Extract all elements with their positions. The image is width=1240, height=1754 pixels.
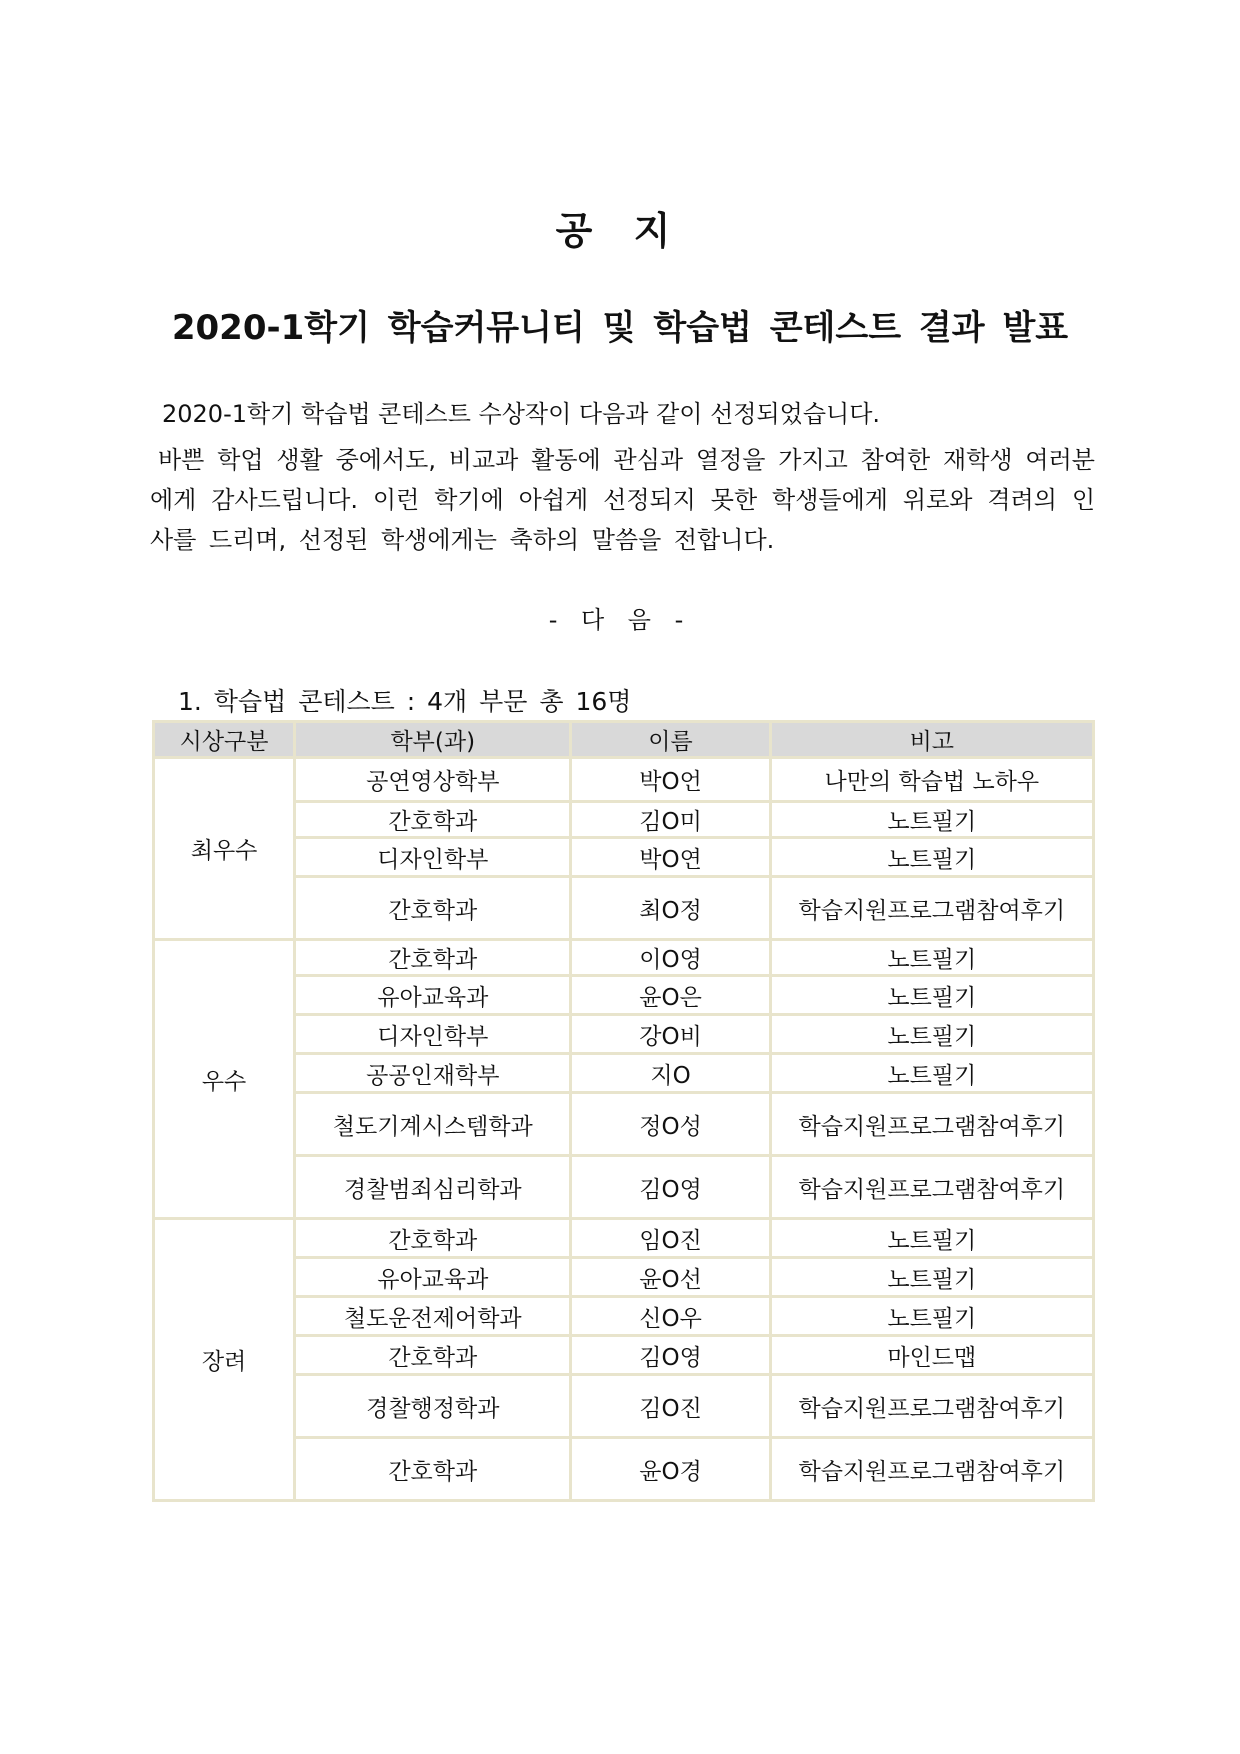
header-award-category: 시상구분 [155,723,293,756]
name-cell: 김O영 [572,1157,768,1217]
note-cell: 노트필기 [772,1259,1092,1295]
department-cell: 유아교육과 [296,1259,569,1295]
table-row [155,1157,1092,1217]
note-cell: 나만의 학습법 노하우 [772,759,1092,800]
header-name: 이름 [572,723,768,756]
name-cell: 김O영 [572,1337,768,1373]
name-cell: 정O성 [572,1094,768,1154]
note-cell: 노트필기 [772,977,1092,1013]
award-table [152,720,1095,1502]
note-cell: 학습지원프로그램참여후기 [772,1439,1092,1499]
table-row [155,941,1092,974]
note-cell: 노트필기 [772,1016,1092,1052]
table-row [155,759,1092,800]
name-cell: 지O [572,1055,768,1091]
name-cell: 김O진 [572,1376,768,1436]
note-cell: 학습지원프로그램참여후기 [772,1157,1092,1217]
note-cell: 마인드맵 [772,1337,1092,1373]
table-row [155,839,1092,875]
note-cell: 학습지원프로그램참여후기 [772,878,1092,938]
notice-subtitle: 2020-1학기 학습커뮤니티 및 학습법 콘테스트 결과 발표 [171,308,1069,348]
table-row [155,977,1092,1013]
table-row [155,1094,1092,1154]
name-cell: 윤O경 [572,1439,768,1499]
department-cell: 경찰행정학과 [296,1376,569,1436]
department-cell: 공공인재학부 [296,1055,569,1091]
department-cell: 간호학과 [296,1337,569,1373]
department-cell: 경찰범죄심리학과 [296,1157,569,1217]
name-cell: 박O언 [572,759,768,800]
award-category-cell: 장려 [155,1220,293,1499]
name-cell: 윤O은 [572,977,768,1013]
name-cell: 김O미 [572,803,768,836]
department-cell: 유아교육과 [296,977,569,1013]
name-cell: 최O정 [572,878,768,938]
table-row [155,1376,1092,1436]
table-row [155,1298,1092,1334]
note-cell: 노트필기 [772,1220,1092,1256]
table-row [155,1055,1092,1091]
department-cell: 간호학과 [296,878,569,938]
note-cell: 노트필기 [772,839,1092,875]
department-cell: 간호학과 [296,1439,569,1499]
department-cell: 공연영상학부 [296,759,569,800]
table-header-row [155,723,1092,756]
header-department: 학부(과) [296,723,569,756]
page-title: 공 지 [555,209,685,253]
department-cell: 디자인학부 [296,839,569,875]
note-cell: 노트필기 [772,1298,1092,1334]
note-cell: 노트필기 [772,1055,1092,1091]
department-cell: 디자인학부 [296,1016,569,1052]
note-cell: 학습지원프로그램참여후기 [772,1094,1092,1154]
name-cell: 강O비 [572,1016,768,1052]
name-cell: 신O우 [572,1298,768,1334]
note-cell: 학습지원프로그램참여후기 [772,1376,1092,1436]
note-cell: 노트필기 [772,803,1092,836]
name-cell: 이O영 [572,941,768,974]
header-note: 비고 [772,723,1092,756]
department-cell: 철도운전제어학과 [296,1298,569,1334]
table-row [155,1016,1092,1052]
department-cell: 간호학과 [296,1220,569,1256]
department-cell: 간호학과 [296,941,569,974]
name-cell: 임O진 [572,1220,768,1256]
section-heading: 1. 학습법 콘테스트 : 4개 부문 총 16명 [178,687,632,716]
award-category-cell: 우수 [155,941,293,1217]
award-category-cell: 최우수 [155,759,293,938]
table-row [155,1259,1092,1295]
note-cell: 노트필기 [772,941,1092,974]
table-row [155,1337,1092,1373]
intro-paragraph: 2020-1학기 학습법 콘테스트 수상작이 다음과 같이 선정되었습니다. [162,400,881,428]
name-cell: 박O연 [572,839,768,875]
table-row [155,803,1092,836]
department-cell: 간호학과 [296,803,569,836]
table-row [155,1220,1092,1256]
table-row [155,1439,1092,1499]
thanks-paragraph: 바쁜 학업 생활 중에서도, 비교과 활동에 관심과 열정을 가지고 참여한 재학생 여러분에게 감사드립니다. 이런 학기에 아쉽게 선정되지 못한 학생들에게 위로와 격려의 인사를 드리며, 선정된 학생에게는 축하의 말씀을 전합니다. [150,446,1095,554]
table-row [155,878,1092,938]
department-cell: 철도기계시스템학과 [296,1094,569,1154]
next-heading: - 다 음 - [548,606,692,634]
name-cell: 윤O선 [572,1259,768,1295]
